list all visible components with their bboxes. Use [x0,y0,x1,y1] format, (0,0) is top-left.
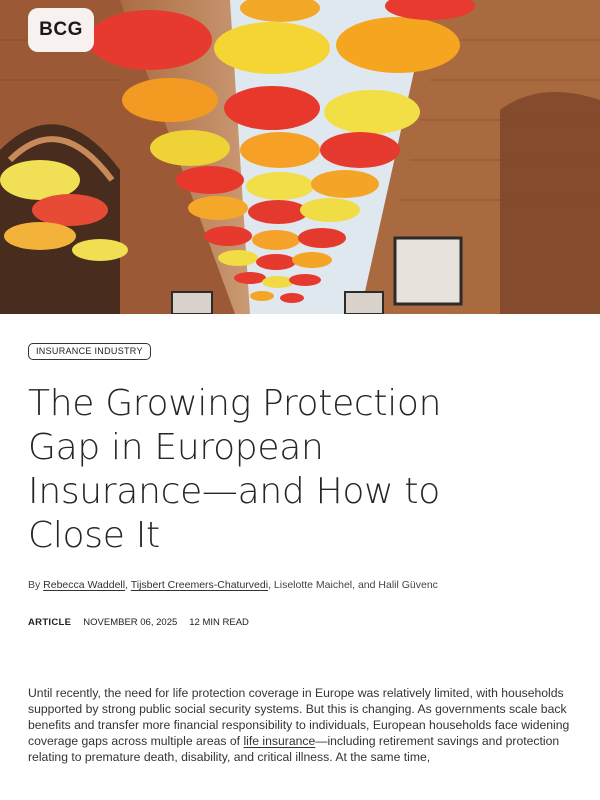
title-line: The Growing Protection [28,383,442,424]
title-line: Close It [28,515,160,556]
body-text: Until recently, the need for life protection coverage in Europe was relatively limited, with households supported by strong public social security systems. But this is changing. As governments scale back benefits and transfer more financial responsibility to individuals, European households face widening coverage gaps across multiple areas of [28,686,570,748]
author-link[interactable]: Rebecca Waddell [43,579,126,591]
byline-separator: , [268,579,274,591]
article-type: ARTICLE [28,617,72,628]
body-text: —including retirement savings and protection relating to premature death, disability, and critical illness. At the same time, [28,734,560,764]
author-name: Liselotte Maichel [273,579,353,591]
title-line: Gap in European [28,427,324,468]
byline-separator: , [125,579,131,591]
life-insurance-link[interactable]: life insurance [243,734,316,748]
byline-prefix: By [28,579,44,591]
byline-separator: , and [352,579,379,591]
article-title [28,382,548,558]
industry-tag[interactable]: INSURANCE INDUSTRY [28,343,151,360]
hero-image [0,0,600,314]
read-time: 12 MIN READ [189,617,249,628]
bcg-logo[interactable] [28,8,94,52]
title-line: Insurance—and How to [28,471,440,512]
logo-text: BCG [39,19,83,40]
author-link[interactable]: Tijsbert Creemers-Chaturvedi [130,579,269,591]
article-body [28,685,580,765]
publish-date: NOVEMBER 06, 2025 [83,617,178,628]
author-name: Halil Güvenc [378,579,438,591]
article-meta [28,617,249,628]
byline [28,579,588,591]
